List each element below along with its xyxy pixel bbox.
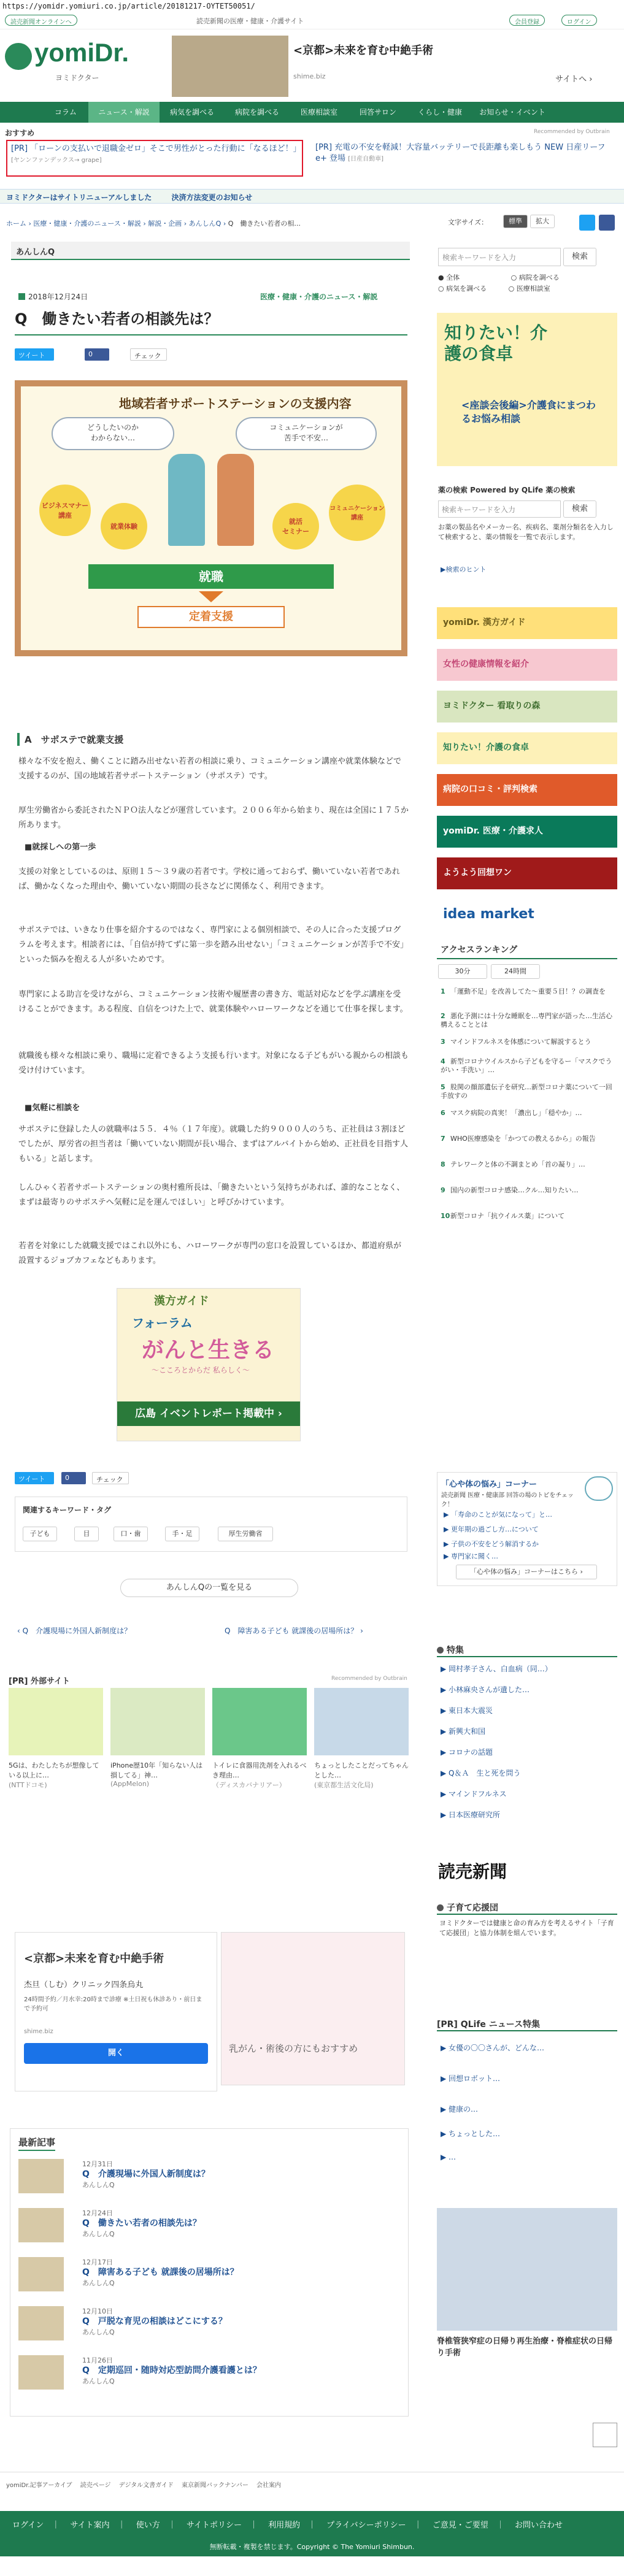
qlife-title: [PR] QLife ニュース特集 [437, 2018, 617, 2031]
search-input[interactable]: 検索キーワードを入力 [438, 248, 561, 266]
ranking-item[interactable]: 7 WHO医療感染を「かつての教えるから」の報告 [441, 1135, 596, 1143]
figure-course4: コミュニケーション 講座 [329, 485, 385, 541]
font-size-label: 文字サイズ： [448, 218, 488, 226]
drug-hint-link[interactable]: ▶検索のヒント [441, 565, 487, 573]
recommend-left[interactable] [6, 140, 303, 177]
paragraph-7: サポステに登録した人の就職率は５５．４％（１７年度）。就職した約９０００人のうち、正社員は３割ほどでしたが、厚労省の担当者は「働いていない期間が長い場合、まずはアルバイトから始め、正社員を目指す人もいる」と話します。 [18, 1125, 409, 1163]
keyword-tag[interactable]: 厚生労働省 [218, 1527, 273, 1541]
pr-thumb[interactable] [314, 1688, 409, 1755]
recommend-left-src: [ヤンンファンデックス→ grape] [11, 157, 102, 164]
ad2-title: <京都>未来を育む中絶手術 [24, 1952, 164, 1965]
ranking-item[interactable]: 4 新型コロナウイルスから子どもを守るー「マスクでうがい・手洗い」… [441, 1057, 612, 1074]
header-ad-title[interactable]: <京都>未来を育む中絶手術 [293, 44, 434, 57]
search-radio[interactable]: ○ 医療相談室 [508, 285, 550, 293]
facebook-icon[interactable] [599, 215, 615, 231]
answer-heading: A サポステで就業支援 [17, 733, 123, 746]
toku-link[interactable]: ▶ Q＆Ａ 生と死を問う [441, 1769, 521, 1777]
latest-item[interactable]: 11月26日 Q 定期巡回・随時対応型訪問介護看護とは？ あんしんQ [18, 2355, 411, 2396]
arrow-down-icon [199, 591, 223, 602]
ranking-item[interactable]: 2 悪化予測には十分な睡眠を…専門家が語った…生活心構えることとは [441, 1012, 612, 1029]
ranking-item[interactable]: 3 マインドフルネスを体感について解説するとう [441, 1038, 591, 1046]
side-banner[interactable]: 知りたい！介護の食卓 [437, 732, 617, 764]
ad2-desc: 24時間予約／月水幸:20時まで診療 ※土日祝も休診あり・前日まで予約可 [24, 1996, 202, 2012]
recommend-right-src: [日産自動車] [348, 156, 383, 163]
keyword-tag[interactable]: 口・歯 [114, 1527, 148, 1541]
footer-nav-item[interactable]: ご意見・ご要望 [432, 2521, 488, 2530]
fb-count-bottom[interactable]: 0 [61, 1472, 86, 1484]
ad-foot[interactable]: 広島 イベントレポート掲載中 › [117, 1401, 300, 1426]
nav-life[interactable]: くらし・健康 [417, 108, 462, 117]
toku-title: 特集 [437, 1644, 617, 1657]
header-ad-domain: shime.biz [293, 72, 326, 80]
search-button[interactable]: 検索 [563, 248, 596, 266]
ad2-left[interactable] [15, 1932, 217, 2091]
article-ad[interactable] [117, 1288, 301, 1441]
global-nav [0, 102, 624, 123]
kokoro-item[interactable]: ▶ 「寿命のことが気になって」と… [444, 1511, 552, 1519]
qlife-link[interactable]: ▶ ちょっとした… [441, 2129, 501, 2138]
search-radio[interactable]: ○ 病院を調べる [510, 274, 560, 282]
recommend-right-text[interactable]: [PR] 充電の不安を軽減！大容量バッテリーで長距離も楽しもう NEW 日産リーフ e+ 登場 [315, 143, 606, 163]
pr-thumb[interactable] [212, 1688, 307, 1755]
figure-bubble1: どうしたいのか わからない… [52, 417, 174, 450]
ranking-tab-24[interactable]: 24時間 [491, 964, 540, 979]
search-radio[interactable]: ○ 病気を調べる [438, 285, 487, 293]
site-tagline: 読売新聞の医療・健康・介護サイト [196, 17, 304, 25]
header-ad-image[interactable] [172, 36, 288, 97]
font-std-button[interactable]: 標準 [503, 215, 528, 228]
notice-bar [0, 189, 624, 204]
toku-link[interactable]: ▶ 東日本大震災 [441, 1706, 493, 1715]
kokoro-title: 「心や体の悩み」コーナー [441, 1480, 537, 1489]
chat-icon [585, 1476, 613, 1501]
latest-item[interactable]: 12月17日 Q 障害ある子ども 就課後の居場所は？ あんしんQ [18, 2257, 411, 2298]
subheading-1: ■就採しへの第一歩 [25, 843, 96, 852]
tweet-button-bottom[interactable]: ツイート [15, 1472, 54, 1484]
login-button[interactable]: ログイン [561, 15, 597, 26]
qlife-link[interactable]: ▶ 健康の… [441, 2105, 479, 2114]
figure-step-job: 就職 [88, 564, 334, 589]
nav-salon[interactable]: 回答サロン [359, 108, 396, 117]
pr-item[interactable]: ちょっとしたことだってちゃんとした… (東京都生活文化局) [314, 1761, 409, 1789]
recommend-label: おすすめ [5, 129, 35, 137]
footer-nav: ログイン ｜ サイト案内 ｜ 使い方 ｜ サイトポリシー ｜ 利用規約 ｜ プライバシーポリシー ｜ ご意見・ご要望 ｜ お問い合わせ [0, 2511, 624, 2538]
paragraph-5: 専門家による助言を受けながら、コミュニケーション技術や履歴書の書き方、電話対応などを学ぶ講座を受けることができます。ある程度、自信をつけた上で、就業体験やハローワークなどを通じて仕事を探します。 [18, 990, 408, 1014]
kokoro-more-button[interactable]: 「心や体の悩み」コーナーはこちら › [456, 1565, 597, 1579]
pr-item[interactable]: iPhone歴10年「知らない人は損してる」神… (AppMelon) [110, 1761, 203, 1788]
hatena-button[interactable]: チェック [130, 348, 167, 361]
notice-payment[interactable]: 決済方法変更のお知らせ [171, 193, 253, 202]
pr-item[interactable]: トイレに食器用洗剤を入れるべき理由… （ディスカバナリアー） [212, 1761, 307, 1789]
nav-column[interactable]: コラム [55, 108, 77, 117]
ranking-item[interactable]: 6 マスク病院の真実！「濃出し」「穏やか」… [441, 1109, 582, 1117]
footer-nav-item[interactable]: サイトポリシー [186, 2521, 242, 2530]
drug-desc: お薬の製品名やメーカー名、疾病名、薬剤分類名を入力して検索すると、薬の情報を一覧で表示します。 [438, 523, 614, 541]
article-title: Q 働きたい若者の相談先は？ [15, 307, 407, 335]
nav-disease[interactable]: 病気を調べる [169, 108, 214, 117]
ikuji-title: 子育て応援団 [437, 1901, 617, 1915]
footer-nav-item[interactable]: プライバシーポリシー [326, 2521, 406, 2530]
ad2-open-button[interactable]: 開く [24, 2043, 208, 2064]
article-date: 2018年12月24日 [18, 291, 88, 302]
keyword-title: 関連するキーワード・タグ [23, 1506, 112, 1514]
recommend-left-text[interactable]: [PR] 「ローンの支払いで退職金ゼロ」そこで男性がとった行動に「なるほど！」 [11, 144, 301, 153]
side-banner[interactable]: idea market [437, 899, 617, 931]
next-article-link[interactable]: Q 障害ある子ども 就課後の居場所は？ › [225, 1627, 363, 1635]
latest-item[interactable]: 12月24日 Q 働きたい若者の相談先は？ あんしんQ [18, 2208, 411, 2248]
top-bar [0, 12, 624, 29]
pr-thumb[interactable] [110, 1688, 205, 1755]
search-radio[interactable]: ● 全体 [438, 274, 460, 282]
header-ad-link[interactable]: サイトへ › [555, 75, 593, 84]
figure-title: 地域若者サポートステーションの支援内容 [119, 396, 352, 411]
pr-outbrain: Recommended by Outbrain [331, 1676, 407, 1682]
qlife-link[interactable]: ▶ 女優の〇〇さんが、どんな… [441, 2044, 545, 2052]
side-banner[interactable]: yomiDr. 漢方ガイド [437, 607, 617, 639]
footer-link[interactable]: デジタル文書ガイド [118, 2482, 174, 2489]
keyword-tag[interactable]: 目 [74, 1527, 99, 1541]
back-to-top-icon[interactable] [593, 2423, 617, 2447]
logo-icon [5, 43, 32, 70]
ad2-clinic: 杰旦（しむ）クリニック四条烏丸 [24, 1980, 144, 1990]
bottom-side-ad-text[interactable]: 脊椎管狭窄症の日帰り再生治療・脊椎症状の日帰り手術 [437, 2337, 613, 2358]
notice-renewal[interactable]: ヨミドクターはサイトリニューアルしました [6, 193, 152, 202]
hatena-button-bottom[interactable]: チェック [92, 1472, 129, 1484]
latest-item[interactable]: 12月10日 Q 戸脱な育児の相談はどこにする？ あんしんQ [18, 2306, 411, 2347]
qlife-link[interactable]: ▶ … [441, 2153, 456, 2161]
ranking-item[interactable]: 5 股関の顔部遺伝子を研究…新型コロナ薬について一回手放すの [441, 1083, 612, 1100]
nav-consult[interactable]: 医療相談室 [300, 108, 337, 117]
young-person-icon [168, 454, 205, 546]
footer-nav-item[interactable]: サイト案内 [70, 2521, 110, 2530]
pr-thumb[interactable] [9, 1688, 103, 1755]
site-header [0, 29, 624, 102]
figure-bubble2: コミュニケーションが 苦手で不安… [236, 417, 377, 450]
side-banner[interactable]: yomiDr. 医療・介護求人 [437, 816, 617, 848]
figure-step-retain: 定着支援 [137, 606, 285, 628]
keyword-tag[interactable]: 子ども [23, 1527, 57, 1541]
ranking-title: アクセスランキング [437, 943, 617, 959]
nav-news[interactable]: ニュース・解説 [88, 102, 160, 123]
ikuji-desc: ヨミドクターでは健康と命の育み方を考えるサイト「子育て応援団」と協力体制を組んでいます。 [439, 1919, 614, 1937]
figure-course2: 就業体験 [101, 503, 147, 550]
more-anshin-button[interactable]: あんしんQの一覧を見る [120, 1579, 298, 1597]
article-tag[interactable]: 医療・健康・介護のニュース・解説 [260, 293, 378, 301]
toku-link[interactable]: ▶ コロナの話題 [441, 1748, 493, 1757]
crumb-home[interactable]: ホーム [6, 220, 26, 228]
paragraph-2: 厚生労働省から委託されたＮＰＯ法人などが運営しています。２００６年から始まり、現在は全国に１７５か所あります。 [18, 806, 409, 830]
recommend-right[interactable] [315, 142, 618, 165]
nav-events[interactable]: お知らせ・イベント [479, 108, 545, 117]
online-link[interactable]: 読売新聞オンラインへ [5, 15, 77, 26]
subheading-2: ■気軽に相談を [25, 1103, 80, 1113]
pr-item[interactable]: 5Gは、わたしたちが想像している以上に… (NTTドコモ) [9, 1761, 99, 1789]
figure-course1: ビジネスマナー 講座 [39, 485, 91, 536]
side-banner[interactable]: ヨミドクター 看取りの森 [437, 691, 617, 723]
kokoro-item[interactable]: ▶ 子供の不安をどう解消するか [444, 1540, 539, 1548]
nav-hospital[interactable]: 病院を調べる [234, 108, 279, 117]
breadcrumb: ホーム › 医療・健康・介護のニュース・解説 › 解説・企画 › あんしんQ › Q 働きたい若者の相... [6, 220, 301, 228]
register-button[interactable]: 会員登録 [509, 15, 545, 26]
keyword-tag[interactable]: 手・足 [165, 1527, 199, 1541]
drug-search-title: 薬の検索 Powered by QLife 薬の検索 [438, 486, 576, 494]
keyword-box [15, 1497, 407, 1552]
footer-link[interactable]: yomiDr.記事アーカイブ [6, 2482, 72, 2489]
footer-nav-item[interactable]: ログイン [12, 2521, 44, 2530]
search-options [438, 272, 616, 294]
fb-count[interactable]: 0 [85, 348, 109, 361]
footer-links [0, 2472, 624, 2494]
toku-link[interactable]: ▶ 岡村孝子さん、白血病（同…） [441, 1665, 552, 1673]
kokoro-item[interactable]: ▶ 専門家に聞く… [444, 1552, 498, 1560]
logo-sub: ヨミドクター [55, 74, 99, 82]
footer-link[interactable]: 東京新聞バックナンバー [182, 2482, 248, 2489]
tweet-button[interactable]: ツイート [15, 348, 54, 361]
paragraph-8: しんひゃく若者サポートステーションの奥村雅所長は、「働きたいという気持ちがあれば、誰的なことなく、まずは最寄りのサポステへ気軽に足を運んでほしい」と呼びかけています。 [18, 1183, 405, 1207]
footer-link[interactable]: 会社案内 [256, 2482, 282, 2489]
crumb-current: Q 働きたい若者の相... [228, 220, 301, 228]
ad-top: 漢方ガイド [154, 1295, 209, 1308]
crumb-news[interactable]: 医療・健康・介護のニュース・解説 [33, 220, 141, 228]
font-big-button[interactable]: 拡大 [530, 215, 555, 228]
latest-title: 最新記事 [18, 2136, 55, 2151]
ranking-tab-30[interactable]: 30分 [438, 964, 487, 979]
paragraph-4: サポステでは、いきなり仕事を紹介するのではなく、専門家による個別相談で、その人に合った支援プログラムを考えます。相談者には、「自信が持てずに第一歩を踏み出せない」「コミュニケーションが苦手で不安」といった悩みを抱える人が多いためです。 [18, 926, 409, 964]
kaigo-ad[interactable] [437, 313, 617, 466]
prev-article-link[interactable]: ‹ Q 介護現場に外国人新制度は？ [17, 1627, 132, 1635]
twitter-icon[interactable] [579, 215, 595, 231]
figure-course3: 就活 セミナー [272, 503, 319, 550]
latest-item[interactable]: 12月31日 Q 介護現場に外国人新制度は？ あんしんQ [18, 2159, 411, 2199]
crumb-anshin[interactable]: あんしんQ [188, 220, 221, 228]
crumb-feature[interactable]: 解説・企画 [148, 220, 182, 228]
logo-text[interactable]: yomiDr. [34, 38, 129, 67]
ad2-right-text: 乳がん・術後の方にもおすすめ [229, 2043, 358, 2054]
paragraph-1: 様々な不安を抱え、働くことに踏み出せない若者の相談に乗り、コミュニケーション講座や就業体験などで支援するのが、国の地域若者サポートステーション（サポステ）です。 [18, 757, 402, 781]
outbrain-label: Recommended by Outbrain [534, 129, 610, 135]
ad2-right[interactable] [221, 1932, 405, 2085]
pr-title: [PR] 外部サイト [9, 1677, 71, 1686]
ranking-item[interactable]: 9 国内の新型コロナ感染…クル…知りたい… [441, 1186, 579, 1194]
copyright: 無断転載・複製を禁じます。Copyright © The Yomiuri Shimbun. [0, 2538, 624, 2556]
kokoro-item[interactable]: ▶ 更年期の過ごし方…について [444, 1525, 539, 1533]
ad-sub: 〜こころとからだ 私らしく〜 [152, 1366, 250, 1374]
counselor-icon [217, 454, 254, 546]
ad-mid: フォーラム [132, 1316, 193, 1330]
kokoro-sub: 読売新聞 医療・健康部 回答の場のトピをチェック！ [441, 1492, 574, 1508]
paragraph-9: 若者を対象にした就職支援ではこれ以外にも、ハローワークが専門の窓口を設置しているほか、都道府県が設置するジョブカフェなどもあります。 [18, 1241, 402, 1265]
article-category: あんしんQ [11, 242, 410, 260]
kokoro-box [437, 1472, 617, 1586]
side-banner[interactable]: 病院の口コミ・評判検索 [437, 774, 617, 806]
ad-big: がんと生きる [142, 1338, 275, 1363]
footer-nav-item[interactable]: 使い方 [136, 2521, 160, 2530]
ranking-item[interactable]: 8 テレワークと体の不調まとめ「首の凝り」… [441, 1160, 585, 1168]
toku-link[interactable]: ▶ 新興大和国 [441, 1727, 486, 1736]
yomiuri-logo[interactable]: 読売新聞 [438, 1863, 507, 1882]
toku-link[interactable]: ▶ 日本医療研究所 [441, 1811, 501, 1819]
paragraph-6: 就職後も様々な相談に乗り、職場に定着できるよう支援も行います。対象になる子どもがいる親からの相談も受け付けています。 [18, 1051, 409, 1075]
toku-link[interactable]: ▶ マインドフルネス [441, 1790, 507, 1798]
drug-search-input[interactable]: 検索キーワードを入力 [438, 500, 561, 518]
side-banner[interactable]: 女性の健康情報を紹介 [437, 649, 617, 681]
kaigo-title: 知りたい！介護の食卓 [444, 323, 548, 364]
url-bar[interactable]: https://yomidr.yomiuri.co.jp/article/20181217-OYTET50051/ [0, 0, 624, 12]
footer-nav-item[interactable]: お問い合わせ [514, 2521, 563, 2530]
toku-link[interactable]: ▶ 小林麻央さんが遺した… [441, 1685, 530, 1694]
article-figure [15, 380, 407, 656]
ranking-item[interactable]: 10新型コロナ「抗ウイルス薬」について [441, 1212, 565, 1220]
qlife-link[interactable]: ▶ 回想ロボット… [441, 2074, 501, 2083]
ad2-domain: shime.biz [24, 2028, 53, 2035]
footer-link[interactable]: 読売ページ [80, 2482, 111, 2489]
footer-nav-item[interactable]: 利用規約 [268, 2521, 301, 2530]
kaigo-sub: <座談会後編>介護食にまつわるお悩み相談 [461, 399, 596, 424]
bottom-side-ad-image[interactable] [437, 2208, 617, 2331]
paragraph-3: 支援の対象としているのは、原則１５～３９歳の若者です。学校に通っておらず、働いていない若者であれば、働かなくなった理由や、働いていない期間の長さなどに関係なく、利用できます。 [18, 867, 400, 891]
side-banner[interactable]: ようよう回想ワン [437, 857, 617, 889]
ranking-item[interactable]: 1 「運動不足」を改善してた〜重要５目！？の調査を [441, 987, 606, 995]
drug-search-button[interactable]: 検索 [563, 500, 596, 518]
